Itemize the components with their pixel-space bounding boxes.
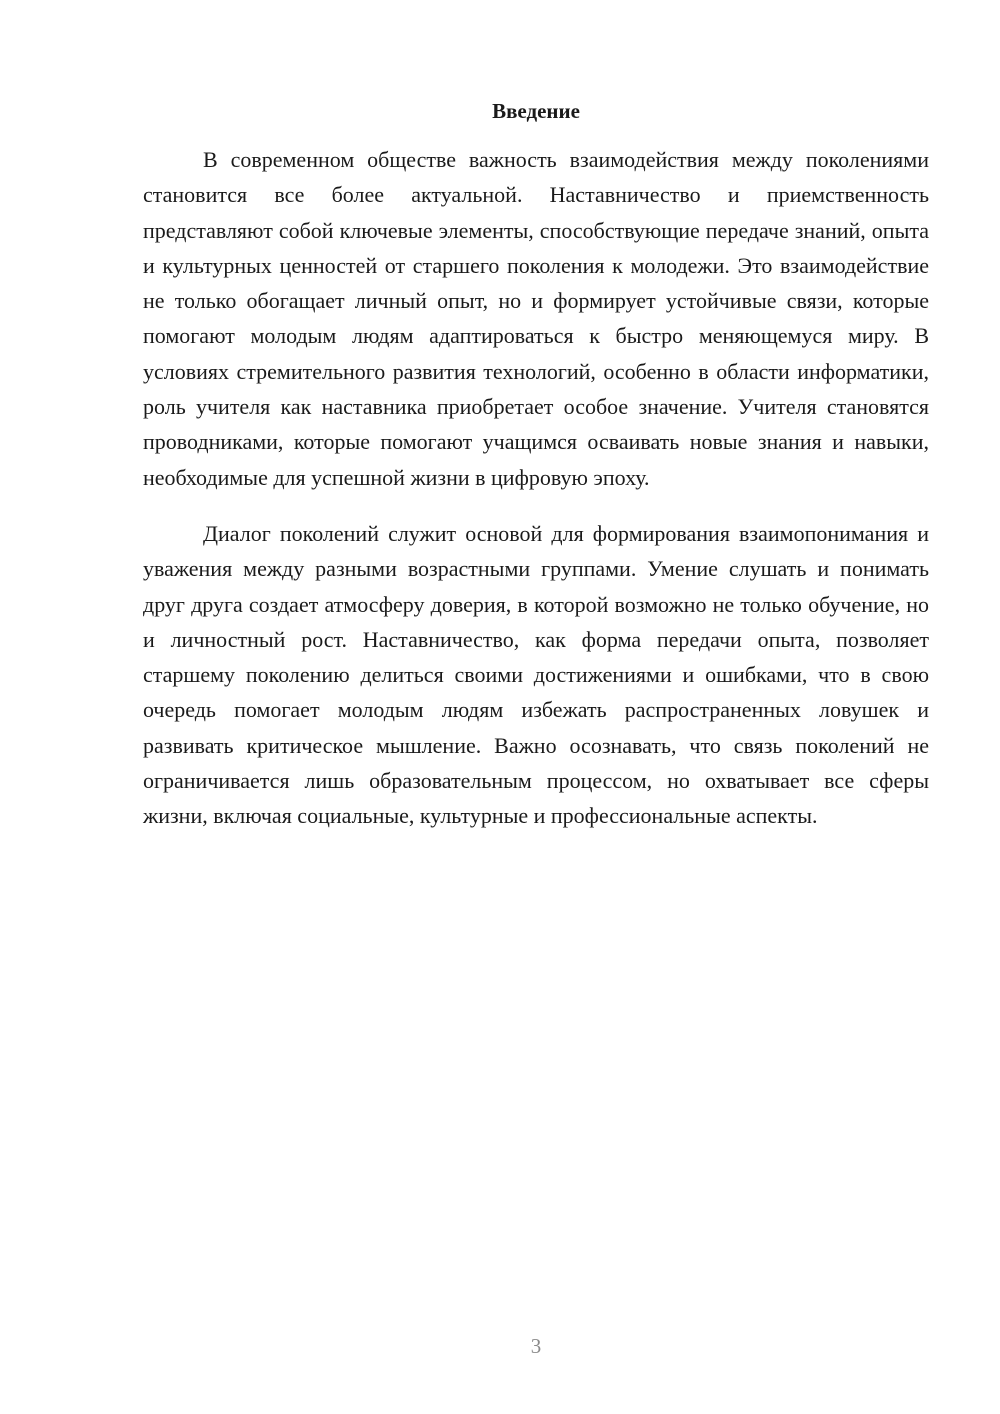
body-text — [143, 142, 929, 834]
section-heading: Введение — [492, 99, 580, 123]
paragraph-2: Диалог поколений служит основой для формирования взаимопонимания и уважения между разными возрастными группами. Умение слушать и понимать друг друга создает атмосферу доверия, в которой возможно не только обучение, но и личностный рост. Наставничество, как форма передачи опыта, позволяет старшему поколению делиться своими достижениями и ошибками, что в свою очередь помогает молодым людям избежать распространенных ловушек и развивать критическое мышление. Важно осознавать, что связь поколений не ограничивается лишь образовательным процессом, но охватывает все сферы жизни, включая социальные, культурные и профессиональные аспекты. — [143, 520, 929, 829]
paragraph-1: В современном обществе важность взаимодействия между поколениями становится все более актуальной. Наставничество и приемственность представляют собой ключевые элементы, способствующие передаче знаний, опыта и культурных ценностей от старшего поколения к молодежи. Это взаимодействие не только обогащает личный опыт, но и формирует устойчивые связи, которые помогают молодым людям адаптироваться к быстро меняющемуся миру. В условиях стремительного развития технологий, особенно в области информатики, роль учителя как наставника приобретает особое значение. Учителя становятся проводниками, которые помогают учащимся осваивать новые знания и навыки, необходимые для успешной жизни в цифровую эпоху. — [143, 147, 929, 490]
page-number: 3 — [530, 1334, 542, 1358]
